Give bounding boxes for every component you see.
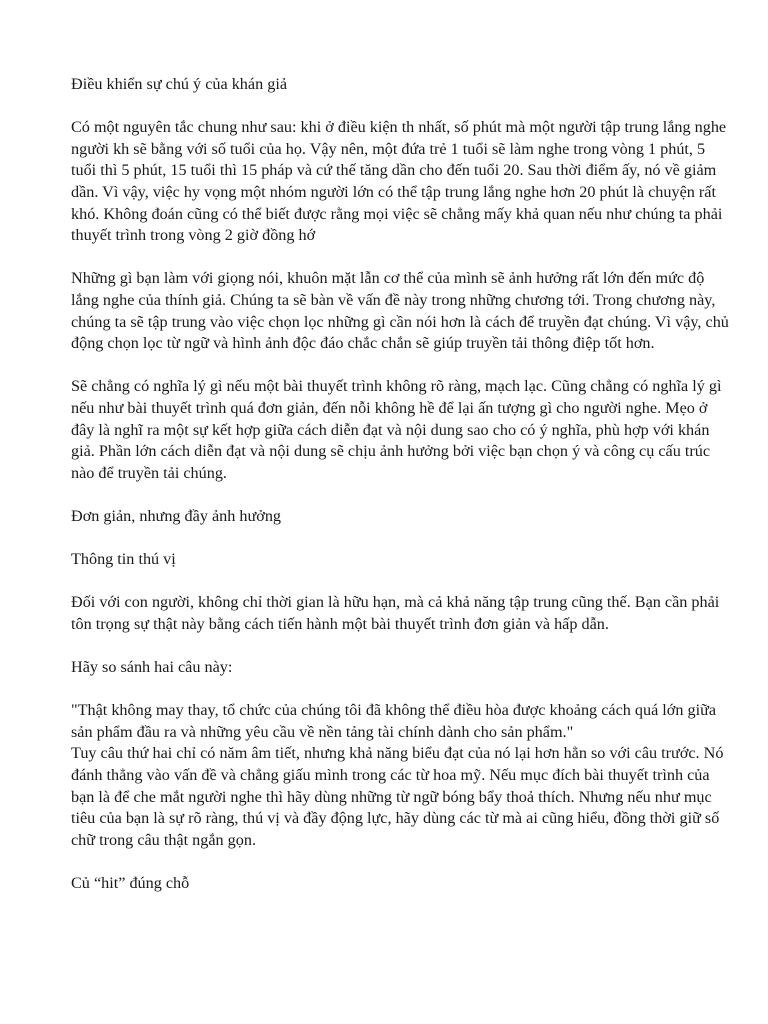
section-heading-audience-attention: Điều khiển sự chú ý của khán giả [71,75,288,93]
paragraph-limited-attention: Đối với con người, không chỉ thời gian là hữu hạn, mà cả khả năng tập trung cũng thế. Bạn cần phải tôn trọng sự thật này bằng cách tiến hành một bài thuyết trình đơn giản và hấp dẫn. [71,593,720,633]
paragraph-second-sentence: Tuy câu thứ hai chỉ có năm âm tiết, nhưng khả năng biểu đạt của nó lại hơn hẳn so với câu trước. Nó đánh thẳng vào vấn đề và chẳng giấu mình trong các từ hoa mỹ. Nếu mục đích bài thuyết trình của bạn là để che mắt người nghe thì hãy dùng những từ ngữ bóng bẩy thoả thích. Nhưng nếu như mục tiêu của bạn là sự rõ ràng, thú vị và đầy động lực, hãy dùng các từ mà ai cũng hiểu, đồng thời giữ số chữ trong câu thật ngắn gọn. [71,744,724,849]
section-heading-simple-influential: Đơn giản, nhưng đầy ảnh hưởng [71,506,282,525]
quote-sentence: "Thật không may thay, tổ chức của chúng tôi đã không thể điều hòa được khoảng cách quá lớn giữa sản phẩm đầu ra và những yêu cầu về nền tảng tài chính dành cho sản phẩm." [71,701,717,741]
section-heading-hit: Củ “hit” đúng chỗ [71,873,190,892]
paragraph-attention-rule: Có một nguyên tắc chung như sau: khi ở điều kiện th nhất, số phút mà một người tập trung lắng nghe người kh sẽ bằng với số tuổi của họ. Vậy nên, một đứa trẻ 1 tuổi sẽ làm nghe trong vòng 1 phút, 5 tuổi thì 5 phút, 15 tuổi thì 15 pháp và cứ thế tăng dần cho đến tuổi 20. Sau thời điểm ấy, nó về giảm dần. Vì vậy, việc hy vọng một nhóm người lớn có thể tập trung lắng nghe hơn 20 phút là chuyện rất khó. Không đoán cũng có thể biết được rằng mọi việc sẽ chẳng mấy khả quan nếu như chúng ta phải thuyết trình trong vòng 2 giờ đồng hớ [71,118,727,245]
paragraph-voice-face-body: Những gì bạn làm với giọng nói, khuôn mặt lẫn cơ thể của mình sẽ ảnh hưởng rất lớn đến mức độ lắng nghe của thính giả. Chúng ta sẽ bàn về vấn đề này trong những chương tới. Trong chương này, chúng ta sẽ tập trung vào việc chọn lọc những gì cần nói hơn là cách để truyền đạt chúng. Vì vậy, chủ động chọn lọc từ ngữ và hình ảnh độc đáo chắc chắn sẽ giúp truyền tải thông điệp tốt hơn. [71,269,729,353]
paragraph-clarity: Sẽ chẳng có nghĩa lý gì nếu một bài thuyết trình không rõ ràng, mạch lạc. Cũng chẳng có nghĩa lý gì nếu như bài thuyết trình quá đơn giản, đến nỗi không hề để lại ấn tượng gì cho người nghe. Mẹo ở đây là nghĩ ra một sự kết hợp giữa cách diễn đạt và nội dung sao cho có ý nghĩa, phù hợp với khán giả. Phần lớn cách diễn đạt và nội dung sẽ chịu ảnh hưởng bởi việc bạn chọn ý và công cụ cấu trúc nào để truyền tải chúng. [71,377,722,482]
subheading-interesting-info: Thông tin thú vị [71,550,176,569]
paragraph-compare-sentences: Hãy so sánh hai câu này: [71,658,233,677]
document-page [71,74,731,916]
